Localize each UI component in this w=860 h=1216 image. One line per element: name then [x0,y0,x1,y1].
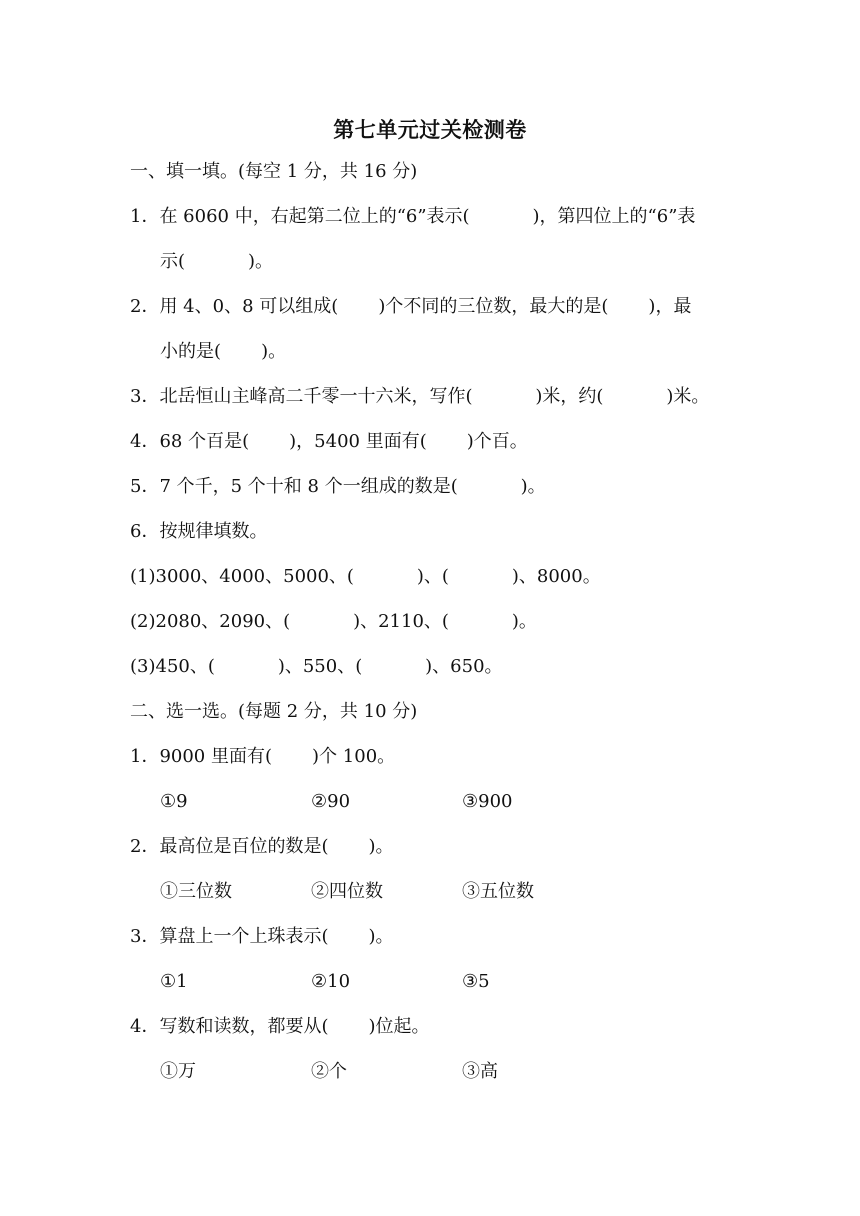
choice-question-3-option-1: ①1 [160,971,188,992]
question-6: 6．按规律填数。 [130,521,268,542]
choice-question-2-option-1: ①三位数 [160,881,232,902]
choice-question-2-option-3: ③五位数 [462,881,534,902]
section-heading-fill: 一、填一填。(每空 1 分，共 16 分) [130,161,418,182]
question-1-line-2: 示( )。 [160,251,273,272]
page-title: 第七单元过关检测卷 [333,118,527,142]
choice-question-4-option-3: ③高 [462,1061,498,1082]
choice-question-1-option-3: ③900 [462,791,513,812]
section-heading-choice: 二、选一选。(每题 2 分，共 10 分) [130,701,418,722]
question-5: 5．7 个千，5 个十和 8 个一组成的数是( )。 [130,476,546,497]
choice-question-3-option-3: ③5 [462,971,490,992]
choice-question-1-option-1: ①9 [160,791,188,812]
choice-question-1-option-2: ②90 [311,791,351,812]
question-6-part-1: (1)3000、4000、5000、( )、( )、8000。 [130,566,601,587]
choice-question-3-option-2: ②10 [311,971,351,992]
choice-question-1-stem: 1．9000 里面有( )个 100。 [130,746,396,767]
question-6-part-2: (2)2080、2090、( )、2110、( )。 [130,611,537,632]
question-1-line-1: 1．在 6060 中，右起第二位上的“6”表示( )，第四位上的“6”表 [130,206,696,227]
question-2-line-2: 小的是( )。 [160,341,287,362]
question-2-line-1: 2．用 4、0、8 可以组成( )个不同的三位数，最大的是( )，最 [130,296,692,317]
choice-question-4-stem: 4．写数和读数，都要从( )位起。 [130,1016,430,1037]
choice-question-4-option-1: ①万 [160,1061,196,1082]
choice-question-4-option-2: ②个 [311,1061,347,1082]
question-4: 4．68 个百是( )，5400 里面有( )个百。 [130,431,528,452]
choice-question-3-stem: 3．算盘上一个上珠表示( )。 [130,926,394,947]
question-3: 3．北岳恒山主峰高二千零一十六米，写作( )米，约( )米。 [130,386,710,407]
question-6-part-3: (3)450、( )、550、( )、650。 [130,656,503,677]
choice-question-2-option-2: ②四位数 [311,881,383,902]
choice-question-2-stem: 2．最高位是百位的数是( )。 [130,836,394,857]
